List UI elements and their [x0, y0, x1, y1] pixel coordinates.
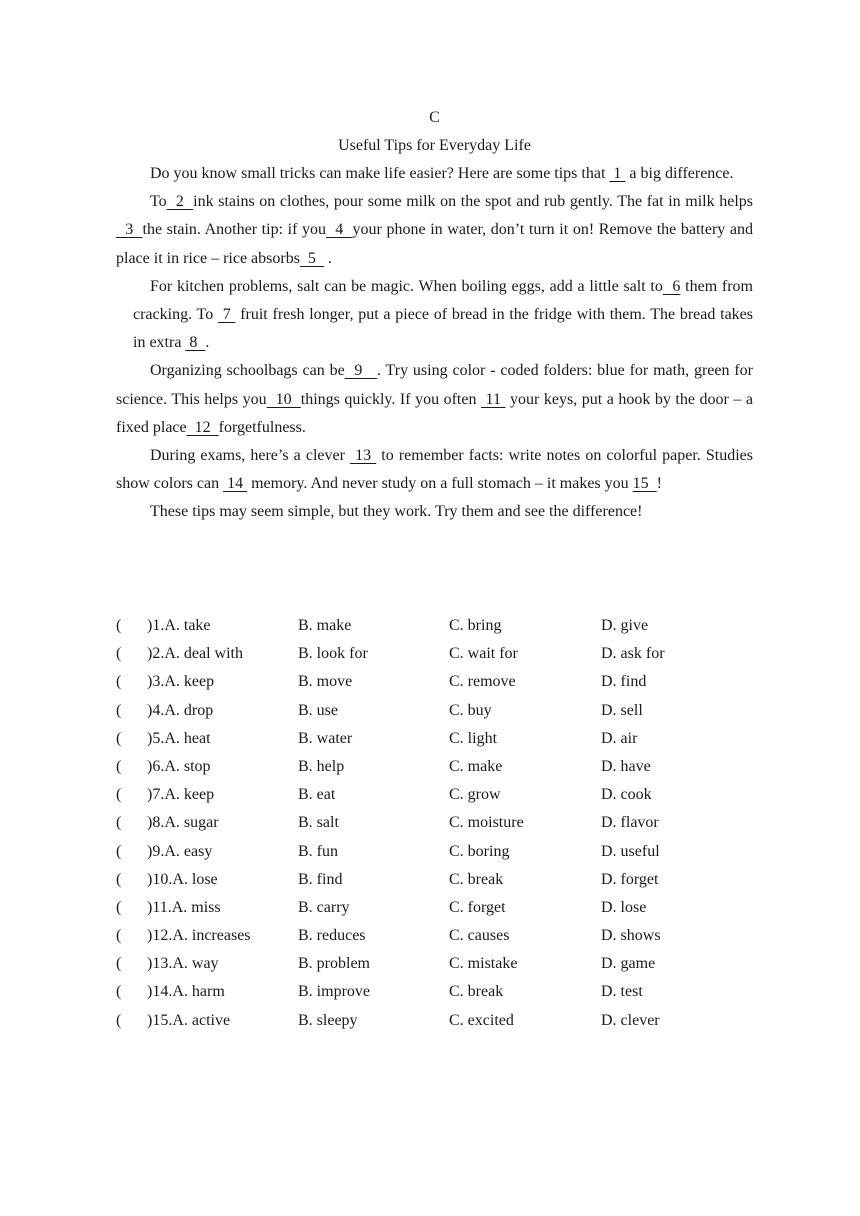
question-row — [116, 612, 756, 640]
option-a: )1.A. take — [147, 617, 211, 634]
question-row — [116, 640, 756, 668]
option-a: )10.A. lose — [147, 870, 218, 888]
option-b: B. eat — [298, 786, 336, 804]
option-c: C. buy — [449, 701, 492, 719]
paragraph-5: During exams, here’s a clever 13 to remember facts: write notes on colorful paper. Studies show colors can 14 memory. And never study on a full stomach – it makes you 15 ! — [116, 447, 754, 493]
answer-paren: ( — [116, 927, 122, 945]
option-c: C. break — [449, 870, 504, 888]
blank-9: 9 — [344, 362, 377, 380]
option-b: B. help — [298, 757, 345, 775]
blank-11: 11 — [481, 390, 506, 408]
option-a: )14.A. harm — [147, 983, 225, 1001]
question-row — [116, 838, 756, 866]
option-d: D. lose — [601, 898, 647, 916]
option-a: )15.A. active — [147, 1011, 231, 1029]
answer-paren: ( — [116, 814, 122, 832]
option-b: B. carry — [298, 898, 350, 916]
answer-paren: ( — [116, 617, 122, 634]
option-a: )3.A. keep — [147, 673, 215, 691]
option-a: )4.A. drop — [147, 701, 214, 719]
blank-2: 2 — [166, 193, 194, 211]
option-b: B. look for — [298, 645, 368, 663]
option-b: B. improve — [298, 983, 370, 1001]
option-c: C. bring — [449, 617, 502, 634]
option-d: D. test — [601, 983, 643, 1001]
option-c: C. light — [449, 729, 498, 747]
option-b: B. move — [298, 673, 353, 691]
option-d: D. game — [601, 955, 656, 973]
question-row — [116, 978, 756, 1006]
question-row — [116, 1007, 756, 1035]
option-b: B. sleepy — [298, 1011, 358, 1029]
question-row — [116, 922, 756, 950]
option-c: C. make — [449, 757, 503, 775]
blank-7: 7 — [217, 306, 236, 324]
answer-paren: ( — [116, 729, 122, 747]
blank-1: 1 — [609, 165, 626, 182]
answer-paren: ( — [116, 955, 122, 973]
option-b: B. fun — [298, 842, 338, 860]
answer-paren: ( — [116, 701, 122, 719]
answer-paren: ( — [116, 673, 122, 691]
blank-4: 4 — [326, 221, 353, 239]
answer-paren: ( — [116, 1011, 122, 1029]
answer-paren: ( — [116, 870, 122, 888]
question-row — [116, 753, 756, 781]
blank-14: 14 — [223, 475, 248, 493]
question-list — [116, 612, 756, 1035]
question-row — [116, 697, 756, 725]
passage-section — [116, 104, 753, 527]
blank-13: 13 — [350, 447, 377, 465]
blank-12: 12 — [186, 418, 219, 436]
blank-8: 8 — [185, 334, 206, 352]
option-b: B. make — [298, 617, 352, 634]
option-d: D. air — [601, 729, 638, 747]
question-row — [116, 668, 756, 696]
option-c: C. mistake — [449, 955, 518, 973]
answer-paren: ( — [116, 842, 122, 860]
option-c: C. boring — [449, 842, 510, 860]
question-row — [116, 894, 756, 922]
option-d: D. have — [601, 757, 651, 775]
option-d: D. ask for — [601, 645, 665, 663]
option-b: B. problem — [298, 955, 370, 973]
question-row — [116, 866, 756, 894]
question-row — [116, 781, 756, 809]
option-c: C. break — [449, 983, 504, 1001]
option-d: D. shows — [601, 927, 661, 945]
answer-paren: ( — [116, 645, 122, 663]
blank-10: 10 — [266, 390, 301, 408]
option-b: B. reduces — [298, 927, 366, 945]
blank-6: 6 — [662, 277, 681, 295]
blank-5: 5 — [299, 249, 324, 267]
option-c: C. moisture — [449, 814, 524, 832]
option-a: )13.A. way — [147, 955, 219, 973]
option-a: )11.A. miss — [147, 898, 221, 916]
option-c: C. grow — [449, 786, 501, 804]
passage-title: Useful Tips for Everyday Life — [338, 137, 531, 154]
option-c: C. remove — [449, 673, 516, 691]
answer-paren: ( — [116, 898, 122, 916]
option-a: )9.A. easy — [147, 842, 213, 860]
option-b: B. use — [298, 701, 338, 719]
paragraph-4: Organizing schoolbags can be 9 . Try using color - coded folders: blue for math, green for science. This helps you 10 things quickly. If you often 11 your keys, put a hook by the door – a fixed place 12 forgetfulness. — [116, 362, 754, 436]
option-a: )12.A. increases — [147, 927, 251, 945]
blank-3: 3 — [116, 221, 143, 239]
option-c: C. wait for — [449, 645, 518, 663]
option-d: D. cook — [601, 786, 652, 804]
option-d: D. find — [601, 673, 647, 691]
answer-paren: ( — [116, 786, 122, 804]
option-a: )5.A. heat — [147, 729, 211, 747]
option-d: D. clever — [601, 1011, 660, 1029]
option-c: C. excited — [449, 1011, 514, 1029]
paragraph-2: To 2 ink stains on clothes, pour some milk on the spot and rub gently. The fat in milk helps 3 the stain. Another tip: if you 4 your phone in water, don’t turn it on! Remove the battery and place it in rice – rice absorbs 5 . — [116, 193, 754, 267]
question-row — [116, 725, 756, 753]
question-row — [116, 950, 756, 978]
option-c: C. causes — [449, 927, 510, 945]
question-row — [116, 809, 756, 837]
option-a: )6.A. stop — [147, 757, 211, 775]
option-d: D. flavor — [601, 814, 659, 832]
blank-15: 15 — [632, 475, 657, 493]
section-letter: C — [429, 109, 440, 126]
option-a: )7.A. keep — [147, 786, 215, 804]
option-b: B. salt — [298, 814, 339, 832]
paragraph-1: Do you know small tricks can make life easier? Here are some tips that 1 a big difference. — [150, 165, 734, 182]
option-a: )2.A. deal with — [147, 645, 243, 663]
option-d: D. give — [601, 617, 649, 634]
option-d: D. sell — [601, 701, 643, 719]
option-a: )8.A. sugar — [147, 814, 219, 832]
option-c: C. forget — [449, 898, 506, 916]
option-b: B. find — [298, 870, 343, 888]
option-b: B. water — [298, 729, 353, 747]
answer-paren: ( — [116, 757, 122, 775]
option-d: D. forget — [601, 870, 659, 888]
paragraph-3: For kitchen problems, salt can be magic. When boiling eggs, add a little salt to 6 them from cracking. To 7 fruit fresh longer, put a piece of bread in the fridge with them. The bread takes in extra 8 . — [133, 277, 753, 352]
paragraph-6: These tips may seem simple, but they work. Try them and see the difference! — [150, 503, 643, 521]
option-d: D. useful — [601, 842, 660, 860]
answer-paren: ( — [116, 983, 122, 1001]
